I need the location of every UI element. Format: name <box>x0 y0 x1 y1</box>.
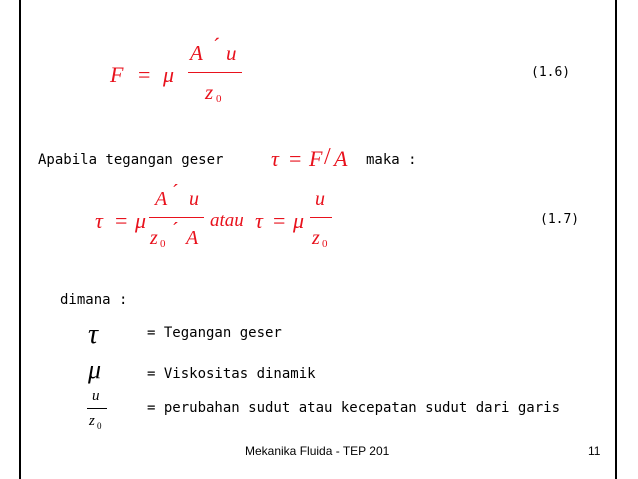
symbol-z: z <box>89 413 95 429</box>
definition-equals: = <box>289 146 302 171</box>
eq17-equals2: = <box>273 208 286 233</box>
desc-mu: = Viskositas dinamik <box>147 366 316 382</box>
symbol-z-sub: 0 <box>97 421 102 431</box>
eq17-den1-times: ´ <box>172 219 179 241</box>
eq16-lhs: F <box>110 62 124 87</box>
eq17-mu1: μ <box>135 208 147 233</box>
eq16-equals: = <box>138 62 151 87</box>
eq16-den-sub: 0 <box>216 93 222 105</box>
eq17-num1-A: A <box>155 188 168 210</box>
eq16-number: (1.6) <box>531 65 571 80</box>
dimana-heading: dimana : <box>60 292 128 308</box>
desc-u-over-z0: = perubahan sudut atau kecepatan sudut dari garis <box>147 400 561 416</box>
definition-A: A <box>334 146 348 171</box>
slide-border-left <box>19 0 21 479</box>
eq17-den1-sub: 0 <box>160 238 166 250</box>
eq17-num2-u: u <box>315 188 325 210</box>
desc-tau: = Tegangan geser <box>147 325 282 341</box>
symbol-u: u <box>92 388 100 404</box>
eq17-fraction-bar-2 <box>310 217 332 218</box>
definition-slash: / <box>324 144 331 170</box>
eq17-atau: atau <box>210 210 244 231</box>
definition-prefix: Apabila tegangan geser <box>38 152 224 168</box>
slide-border-right <box>615 0 617 479</box>
eq16-mu: μ <box>163 62 175 87</box>
page-number: 11 <box>588 444 601 458</box>
symbol-fraction-bar <box>87 408 107 409</box>
eq17-den1-z: z <box>150 227 158 249</box>
definition-tau: τ <box>271 146 279 171</box>
eq17-num1-times: ´ <box>172 181 179 203</box>
symbol-tau: τ <box>88 319 99 350</box>
symbol-mu: μ <box>88 355 102 384</box>
eq17-fraction-bar-1 <box>149 217 204 218</box>
eq17-den2-z: z <box>312 227 320 249</box>
eq17-tau1: τ <box>95 208 103 233</box>
eq16-num-u: u <box>226 41 237 65</box>
eq17-den1-A: A <box>186 227 199 249</box>
eq17-num1-u: u <box>189 188 199 210</box>
eq16-num-times: ´ <box>213 33 221 58</box>
definition-suffix: maka : <box>366 152 417 168</box>
eq16-den-z: z <box>205 80 214 104</box>
definition-F: F <box>309 146 323 171</box>
eq17-equals1: = <box>115 208 128 233</box>
eq17-den2-sub: 0 <box>322 238 328 250</box>
eq17-tau2: τ <box>255 208 263 233</box>
eq16-fraction-bar <box>188 72 242 73</box>
eq17-mu2: μ <box>293 208 305 233</box>
eq17-number: (1.7) <box>540 212 580 227</box>
footer-title: Mekanika Fluida - TEP 201 <box>245 444 390 458</box>
eq16-num-A: A <box>190 41 203 65</box>
